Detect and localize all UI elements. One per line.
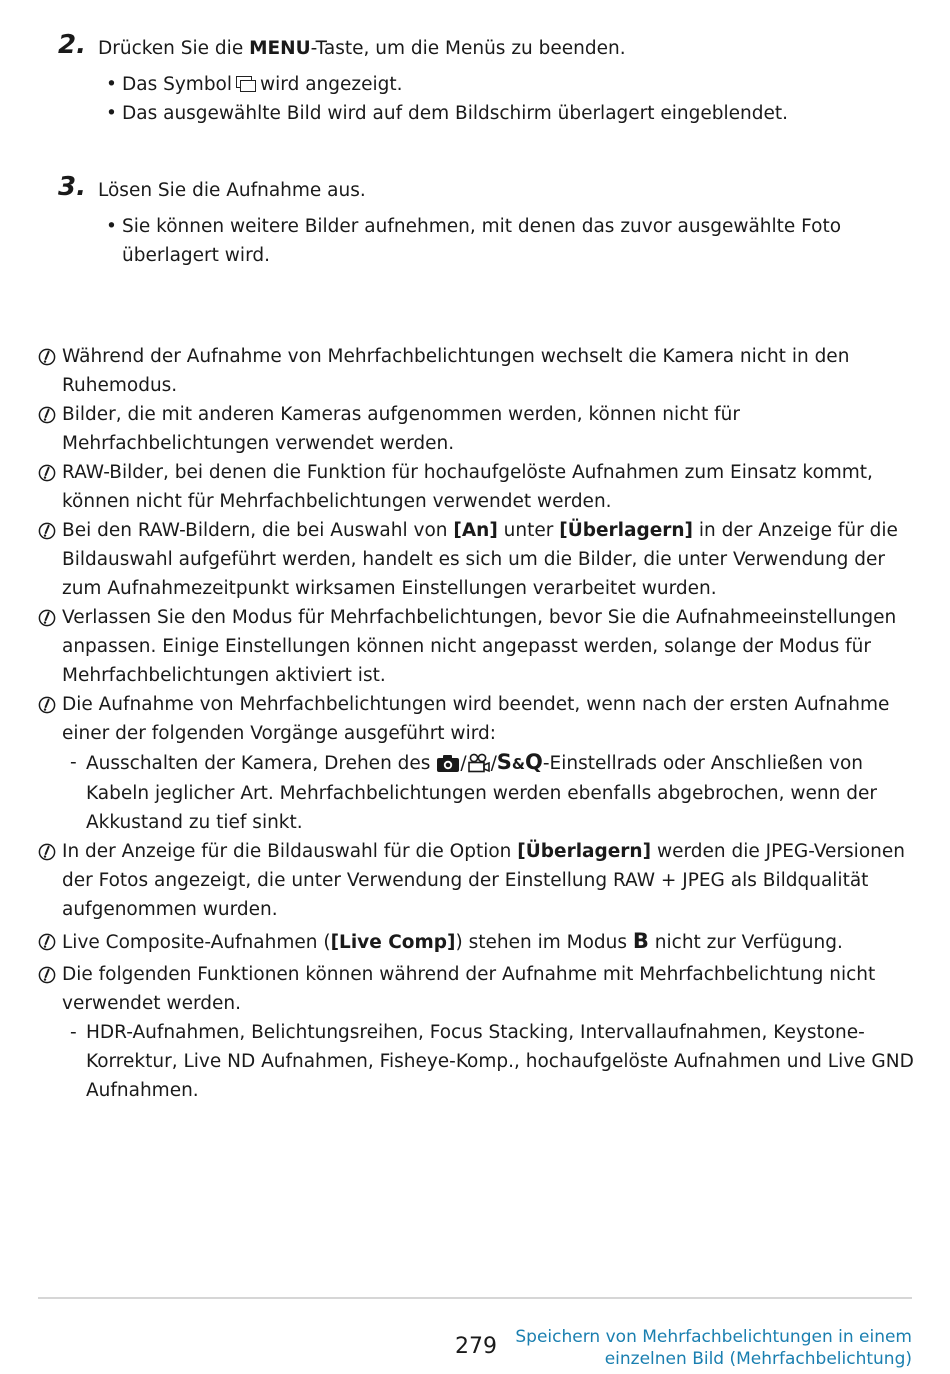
- list-item: • Sie können weitere Bilder aufnehmen, mit denen das zuvor ausgewählte Foto überlagert wird.: [106, 212, 896, 270]
- caution-icon: [38, 843, 56, 861]
- caution-icon: [38, 464, 56, 482]
- step-number: 2.: [58, 30, 86, 60]
- note-item: Bilder, die mit anderen Kameras aufgenommen werden, können nicht für Mehrfachbelichtungen verwendet werden.: [38, 400, 918, 458]
- note-item: Die folgenden Funktionen können während der Aufnahme mit Mehrfachbelichtung nicht verwendet werden. - HDR-Aufnahmen, Belichtungsreihen, Focus Stacking, Intervallaufnahmen, Keystone-Korrektur, Live ND Aufnahmen, Fisheye-Komp., hochaufgelöste Aufnahmen und Live GND Aufnahmen.: [38, 960, 918, 1105]
- step-text: Drücken Sie die MENU-Taste, um die Menüs zu beenden.: [98, 38, 626, 59]
- step-number: 3.: [58, 172, 86, 202]
- step-text: Lösen Sie die Aufnahme aus.: [98, 180, 366, 201]
- caution-icon: [38, 522, 56, 540]
- caution-icon: [38, 348, 56, 366]
- menu-key: MENU: [249, 38, 311, 59]
- note-item: Bei den RAW-Bildern, die bei Auswahl von [An] unter [Überlagern] in der Anzeige für die Bildauswahl aufgeführt werden, handelt es sich um die Bilder, die unter Verwendung der zum Aufnahmezeitpunkt wirksamen Einstellungen verarbeitet wurden.: [38, 516, 918, 603]
- note-item: Live Composite-Aufnahmen ([Live Comp]) stehen im Modus B nicht zur Verfügung.: [38, 927, 918, 957]
- list-item: • Das Symbol wird angezeigt.: [106, 70, 896, 99]
- notes-list: [38, 342, 918, 1105]
- list-item: - Ausschalten der Kamera, Drehen des / /S&Q-Einstellrads oder Anschließen von Kabeln jeglicher Art. Mehrfachbelichtungen werden ebenfalls abgebrochen, wenn der Akkustand zu tief sinkt.: [62, 748, 918, 837]
- camera-icon: [436, 753, 460, 773]
- caution-icon: [38, 966, 56, 984]
- sub-list: [62, 748, 918, 837]
- movie-icon: [467, 753, 491, 773]
- bullet-list: [106, 212, 896, 270]
- bulb-mode-label: B: [632, 929, 649, 953]
- caution-icon: [38, 933, 56, 951]
- note-item: Die Aufnahme von Mehrfachbelichtungen wird beendet, wenn nach der ersten Aufnahme einer der folgenden Vorgänge ausgeführt wird: - Ausschalten der Kamera, Drehen des / /S&Q-Einstellrads oder Anschließen von Kabeln jeglicher Art. Mehrfachbelichtungen werden ebenfalls abgebrochen, wenn der Akkustand zu tief sinkt.: [38, 690, 918, 837]
- list-item: • Das ausgewählte Bild wird auf dem Bildschirm überlagert eingeblendet.: [106, 99, 896, 128]
- note-item: Während der Aufnahme von Mehrfachbelichtungen wechselt die Kamera nicht in den Ruhemodus.: [38, 342, 918, 400]
- overlay-icon: [236, 76, 256, 92]
- note-item: In der Anzeige für die Bildauswahl für die Option [Überlagern] werden die JPEG-Versionen der Fotos angezeigt, die unter Verwendung der Einstellung RAW + JPEG als Bildqualität aufgenommen wurden.: [38, 837, 918, 924]
- footer-divider: [38, 1297, 912, 1299]
- note-item: Verlassen Sie den Modus für Mehrfachbelichtungen, bevor Sie die Aufnahmeeinstellungen anpassen. Einige Einstellungen können nicht angepasst werden, solange der Modus für Mehrfachbelichtungen aktiviert ist.: [38, 603, 918, 690]
- footer-section-title: Speichern von Mehrfachbelichtungen in einem einzelnen Bild (Mehrfachbelichtung): [515, 1327, 912, 1369]
- caution-icon: [38, 406, 56, 424]
- sub-list: [62, 1018, 918, 1105]
- note-item: RAW-Bilder, bei denen die Funktion für hochaufgelöste Aufnahmen zum Einsatz kommt, können nicht für Mehrfachbelichtungen verwendet werden.: [38, 458, 918, 516]
- list-item: - HDR-Aufnahmen, Belichtungsreihen, Focus Stacking, Intervallaufnahmen, Keystone-Korrektur, Live ND Aufnahmen, Fisheye-Komp., hochaufgelöste Aufnahmen und Live GND Aufnahmen.: [62, 1018, 918, 1105]
- page-number: 279: [455, 1334, 497, 1359]
- caution-icon: [38, 609, 56, 627]
- caution-icon: [38, 696, 56, 714]
- bullet-list: [106, 70, 896, 128]
- sq-mode-label: S&Q: [496, 750, 543, 774]
